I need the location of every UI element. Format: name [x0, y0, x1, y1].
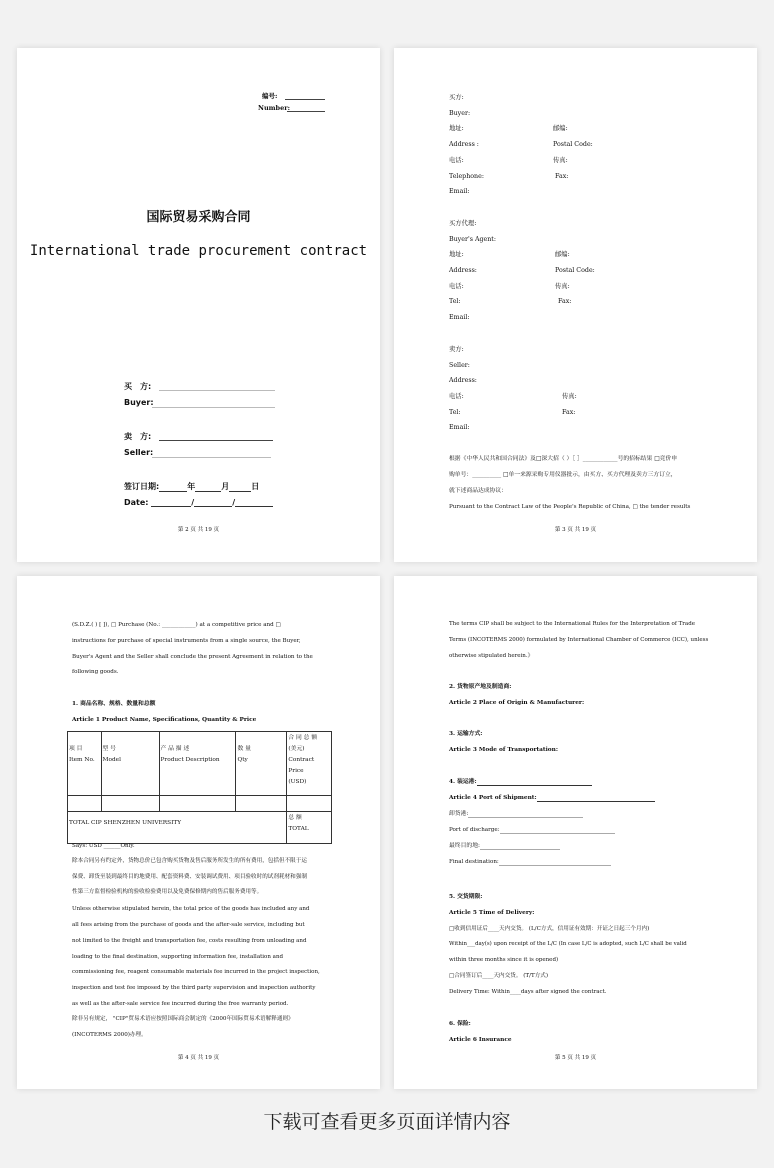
table-cell — [101, 796, 159, 812]
destination-en: Final destination: — [449, 859, 611, 866]
product-table — [67, 731, 332, 844]
discharge-en: Port of discharge: — [449, 827, 615, 834]
para-line-1: 根据《中华人民共和国合同法》及□深大招（ ）［ ］____________号的招标结果 □竞价申 — [449, 456, 678, 462]
article4-en: Article 4 Port of Shipment: — [449, 795, 655, 802]
download-caption: 下载可查看更多页面详情内容 — [263, 1111, 511, 1133]
text-line-1: (S.D.Z.( ) [ ]), □ Purchase (No.: ____________) at a competitive price and □ — [72, 622, 281, 628]
p-line-5: all fees arising from the purchase of goods and the after-sale service, including but — [72, 922, 305, 928]
para-line-2: 购单号：__________ □单一来源采购专用仪器批示，由买方、买方代理及卖方三方订立， — [449, 472, 677, 478]
table-cell — [159, 796, 236, 812]
title-cn: 国际贸易采购合同 — [146, 210, 251, 225]
page-footer: 第 4 页 共 19 页 — [177, 1055, 220, 1061]
p-line-1: 除本合同另有约定外，货物总价已包含购买货物及售后服务所发生的所有费用，包括但不限于运 — [72, 858, 307, 864]
seller-en-line — [152, 457, 271, 458]
p-line-7: loading to the final destination, supporting information fee, installation and — [72, 954, 284, 960]
says-line: Says: USD ______Only. — [72, 843, 135, 849]
zip-cn: 邮编: — [553, 125, 568, 132]
agent-cn: 买方代理: — [449, 220, 477, 227]
table-cell — [287, 796, 332, 812]
number-label-en: Number: — [258, 104, 291, 112]
p-line-11: 除非另有规定， "CIP"贸易术语应按照国际商会制定的《2000年国际贸易术语解释通则》 — [72, 1016, 294, 1022]
col-model: 型 号 Model — [101, 732, 159, 796]
postal-en: Postal Code: — [553, 141, 593, 148]
agent-tel-cn: 电话: — [449, 283, 464, 290]
seller-en: Seller: — [449, 362, 470, 369]
seller-cn-label: 卖 方: — [124, 432, 152, 441]
para-line-3: 就下述商品达成协议： — [449, 488, 507, 494]
delivery-line-1: □收到信用证后____天内交货。 (L/C方式，信用证有效期：开证之日起三个月内) — [449, 926, 650, 932]
agent-address-cn: 地址: — [449, 251, 464, 258]
page-5 — [394, 576, 757, 1089]
article3-en: Article 3 Mode of Transportation: — [449, 747, 559, 753]
p-line-4: Unless otherwise stipulated herein, the total price of the goods has included any and — [72, 906, 310, 912]
address-en: Address : — [449, 141, 479, 148]
seller-tel-cn: 电话: — [449, 393, 464, 400]
col-item: 项 目 Item No. — [68, 732, 102, 796]
p-line-12: (INCOTERMS 2000)办理。 — [72, 1032, 147, 1038]
delivery-line-5: Delivery Time: Within____days after signed the contract. — [449, 989, 607, 995]
article1-heading-en: Article 1 Product Name, Specifications, Quantity & Price — [72, 717, 257, 723]
seller-en-label: Seller: — [124, 448, 154, 457]
agent-postal-en: Postal Code: — [555, 267, 595, 274]
article6-cn: 6. 保险: — [449, 1021, 471, 1027]
table-cell — [68, 796, 102, 812]
article2-cn: 2. 货物原产地及制造商: — [449, 684, 512, 690]
page-footer: 第 2 页 共 19 页 — [177, 527, 220, 533]
seller-fax-en: Fax: — [562, 409, 576, 416]
col-qty: 数 量 Qty — [236, 732, 287, 796]
buyer-cn: 买方: — [449, 94, 464, 101]
tel-cn: 电话: — [449, 157, 464, 164]
text-line-4: following goods. — [72, 669, 119, 675]
number-underline — [285, 99, 325, 100]
buyer-en: Buyer: — [449, 110, 471, 117]
total-label: TOTAL CIP SHENZHEN UNIVERSITY — [68, 812, 287, 844]
article1-heading-cn: 1. 商品名称、规格、数量和总额 — [72, 701, 156, 707]
article5-en: Article 5 Time of Delivery: — [449, 910, 535, 916]
agent-en: Buyer's Agent: — [449, 236, 496, 243]
number-underline-en — [287, 111, 325, 112]
discharge-cn: 卸货港: — [449, 811, 583, 818]
page-3 — [394, 48, 757, 562]
telephone-en: Telephone: — [449, 173, 484, 180]
page-4 — [17, 576, 380, 1089]
sign-date-label: 签订日期: 年 月 日 — [124, 482, 260, 491]
seller-address-en: Address: — [449, 377, 477, 384]
p-line-10: as well as the after-sale service fee incurred during the free warranty period. — [72, 1001, 289, 1007]
buyer-cn-label: 买 方: — [124, 382, 152, 391]
page-footer: 第 5 页 共 19 页 — [554, 1055, 597, 1061]
seller-email: Email: — [449, 424, 470, 431]
title-en: International trade procurement contract — [29, 243, 368, 259]
delivery-line-3: within three months since it is opened) — [449, 957, 559, 963]
seller-cn-line — [159, 440, 273, 441]
table-cell — [236, 796, 287, 812]
page-footer: 第 3 页 共 19 页 — [554, 527, 597, 533]
para-line-4: Pursuant to the Contract Law of the People's Republic of China, □ the tender results — [449, 504, 691, 510]
p-line-8: commissioning fee, reagent consumable materials fee incurred in the project inspection, — [72, 969, 320, 975]
buyer-en-label: Buyer: — [124, 398, 154, 407]
seller-fax-cn: 传真: — [562, 393, 577, 400]
text-line-3: otherwise stipulated herein.》 — [449, 653, 534, 659]
delivery-line-2: Within___day(s) upon receipt of the L/C (In case L/C is adopted, such L/C shall be valid — [449, 941, 687, 947]
p-line-6: not limited to the freight and transportation fee, costs resulting from unloading and — [72, 938, 307, 944]
delivery-line-4: □合同签订后____天内交货。 (T/T方式) — [449, 973, 549, 979]
article4-cn: 4. 装运港: — [449, 779, 592, 786]
p-line-2: 保费、卸货至装到最终目的地费用、配套资料费、安装调试费用、项目验收时的试剂耗材和强制 — [72, 874, 307, 880]
article3-cn: 3. 运输方式: — [449, 731, 483, 737]
p-line-9: inspection and test fee imposed by the third party supervision and inspection authority — [72, 985, 316, 991]
p-line-3: 性第三方监督检验机构的验收检验费用以及免费保修期内的售后服务费用等。 — [72, 889, 263, 895]
number-label: 编号: — [262, 92, 278, 100]
email: Email: — [449, 188, 470, 195]
agent-zip-cn: 邮编: — [555, 251, 570, 258]
seller-cn: 卖方: — [449, 346, 464, 353]
fax-en: Fax: — [555, 173, 569, 180]
destination-cn: 最终目的地: — [449, 843, 560, 850]
text-line-2: instructions for purchase of special instruments from a single source, the Buyer, — [72, 638, 301, 644]
agent-fax-cn: 传真: — [555, 283, 570, 290]
col-price: 合 同 总 额 (美元) Contract Price (USD) — [287, 732, 332, 796]
text-line-3: Buyer's Agent and the Seller shall conclude the present Agreement in relation to the — [72, 654, 313, 660]
date-en-label: Date: / / — [124, 498, 273, 507]
article2-en: Article 2 Place of Origin & Manufacturer: — [449, 700, 585, 706]
total-cell: 总 额 TOTAL — [287, 812, 332, 844]
buyer-cn-line — [159, 390, 275, 391]
text-line-2: Terms (INCOTERMS 2000) formulated by International Chamber of Commerce (ICC), unless — [449, 637, 709, 643]
agent-address-en: Address: — [449, 267, 477, 274]
address-cn: 地址: — [449, 125, 464, 132]
article6-en: Article 6 Insurance — [449, 1037, 512, 1043]
article5-cn: 5. 交货期限: — [449, 894, 483, 900]
fax-cn: 传真: — [553, 157, 568, 164]
agent-tel-en: Tel: — [449, 298, 461, 305]
seller-tel-en: Tel: — [449, 409, 461, 416]
buyer-en-line — [152, 407, 275, 408]
text-line-1: The terms CIP shall be subject to the International Rules for the Interpretation of Trade — [449, 621, 695, 627]
agent-email: Email: — [449, 314, 470, 321]
cover-page — [17, 48, 380, 562]
col-description: 产 品 描 述 Product Description — [159, 732, 236, 796]
agent-fax-en: Fax: — [558, 298, 572, 305]
